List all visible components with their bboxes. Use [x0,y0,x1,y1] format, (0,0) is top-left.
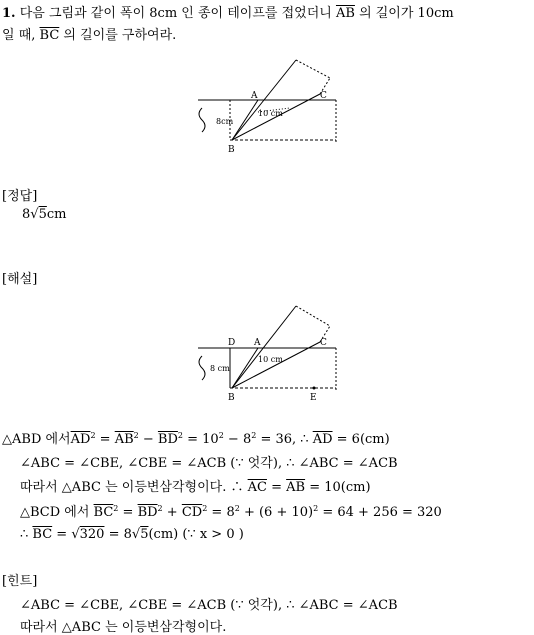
segment-ab-line [232,100,258,140]
seg-bd: $\overline{BD}$ [157,432,178,447]
torn-edge [199,108,205,132]
text: = 8 [104,527,132,542]
answer-value [22,207,66,222]
answer-coef: 8 [22,207,31,222]
text: = 10 [183,432,219,447]
seg-ad: $\overline{AD}$ [312,432,333,447]
label-c: C [320,338,327,348]
problem-text-1a: 다음 그림과 같이 폭이 8cm 인 종이 테이프를 접었더니 [19,6,332,21]
exp: 2 [218,431,224,440]
point-e [313,387,316,390]
exp: 2 [157,504,163,513]
exp: 2 [90,431,96,440]
text: = [95,432,115,447]
solution-line-2: ∠ABC = ∠CBE, ∠CBE = ∠ACB (∵ 엇각), ∴ ∠ABC = ∠ACB [20,456,398,471]
text: △ABD 에서 [2,432,71,447]
text: − [138,432,158,447]
text: = 8 [207,505,235,520]
fold-line-bc [232,342,320,388]
fold-top-dashed [296,306,330,326]
solution-line-3 [20,476,371,495]
text: ∴ [20,527,33,542]
segment-ab: $\overline{AB}$ [335,6,355,21]
segment-bc: $\overline{BC}$ [39,28,60,43]
answer-radicand: 5 [38,207,47,222]
text: = [266,480,287,495]
exp: 2 [113,504,119,513]
solution-line-1 [2,428,390,447]
seg-ac: $\overline{AC}$ [247,480,267,495]
label-height: 8cm [216,117,234,126]
exp: 2 [313,504,319,513]
text: △BCD 에서 [20,505,94,520]
seg-bc: $\overline{BC}$ [32,527,53,542]
radicand: 320 [79,527,105,542]
answer-header: [정답] [2,189,38,204]
problem-line-2 [2,24,176,43]
exp: 2 [177,431,183,440]
text: + [162,505,182,520]
label-b: B [228,393,235,402]
label-ab-length: 10 cm [258,109,283,118]
problem-text-2a: 일 때, [2,28,36,43]
sqrt-sign: √ [71,527,80,542]
solution-line-4 [20,501,442,520]
hint-line-1: ∠ABC = ∠CBE, ∠CBE = ∠ACB (∵ 엇각), ∴ ∠ABC = ∠ACB [20,598,398,613]
solution-line-5 [20,527,244,542]
problem-line-1 [2,2,454,21]
seg-ab: $\overline{AB}$ [286,480,306,495]
torn-edge [199,356,205,380]
text: = 10(cm) [305,480,371,495]
seg-bc: $\overline{BC}$ [93,505,114,520]
seg-bd: $\overline{BD}$ [137,505,158,520]
text: + (6 + 10) [239,505,314,520]
sqrt-sign: √ [30,207,39,222]
text: = 36, ∴ [256,432,313,447]
text: = 64 + 256 = 320 [318,505,442,520]
seg-ad: $\overline{AD}$ [70,432,91,447]
text: = [52,527,72,542]
exp: 2 [202,504,208,513]
hint-header: [힌트] [2,574,38,589]
problem-number: 1. [2,6,16,21]
label-d: D [228,338,236,348]
figure-folded-tape [190,52,350,156]
text: (cm) (∵ x > 0 ) [148,527,244,542]
problem-text-1b: 의 길이가 10cm [359,6,454,21]
problem-text-2b: 의 길이를 구하여라. [63,28,177,43]
segment-ab-line [232,348,258,388]
label-ab-length: 10 cm [258,355,283,364]
text: 따라서 △ABC 는 이등변삼각형이다. ∴ [20,480,248,495]
seg-ab: $\overline{AB}$ [114,432,134,447]
exp: 2 [234,504,240,513]
seg-cd: $\overline{CD}$ [181,505,203,520]
label-height: 8 cm [210,364,230,373]
text: = [118,505,138,520]
hint-line-2: 따라서 △ABC 는 이등변삼각형이다. [20,620,227,635]
fold-line-upper [232,306,296,388]
label-a: A [254,338,261,348]
answer-unit: cm [46,207,67,222]
sqrt-sign: √ [131,527,141,542]
fold-top-dashed [296,60,330,78]
figure-solution [190,298,350,402]
solution-header: [해설] [2,272,38,287]
label-c: C [320,91,327,101]
label-e: E [310,393,317,402]
label-b: B [228,145,235,155]
label-a: A [251,91,258,101]
exp: 2 [133,431,139,440]
exp: 2 [251,431,257,440]
text: − 8 [223,432,252,447]
text: = 6(cm) [332,432,390,447]
radicand: 5 [140,527,149,542]
